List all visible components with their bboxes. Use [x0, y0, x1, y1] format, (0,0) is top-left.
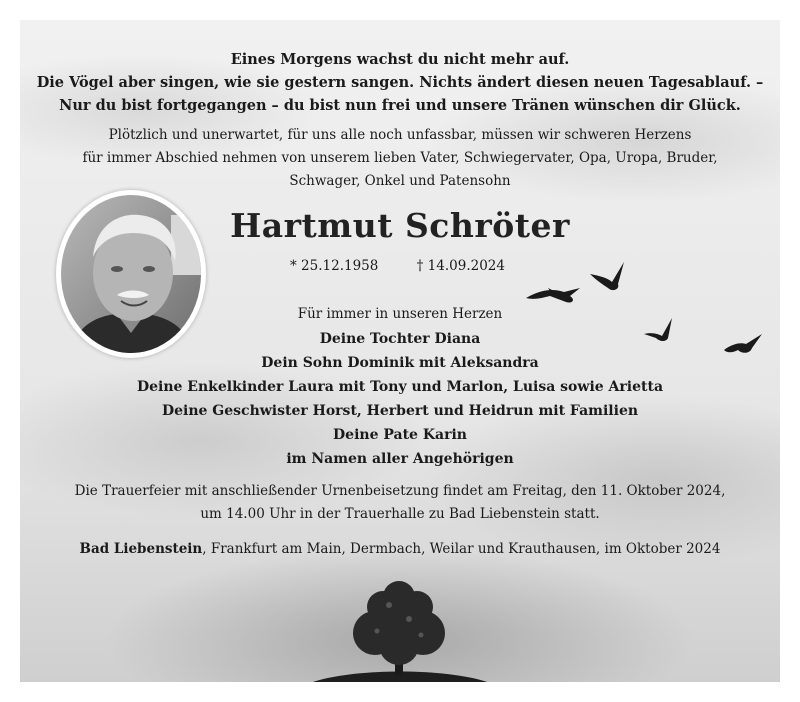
verse-line: Eines Morgens wachst du nicht mehr auf. — [230, 51, 570, 68]
intro-line: Schwager, Onkel und Patensohn — [289, 173, 511, 189]
deceased-name: Hartmut Schröter — [230, 206, 570, 245]
verse — [20, 48, 780, 117]
family-entry: Dein Sohn Dominik mit Aleksandra — [261, 355, 539, 371]
ceremony-line: um 14.00 Uhr in der Trauerhalle zu Bad Liebenstein statt. — [200, 506, 600, 522]
life-dates — [290, 258, 539, 274]
family-entry: im Namen aller Angehörigen — [286, 451, 514, 467]
death-date: † 14.09.2024 — [416, 258, 505, 274]
tree-icon — [305, 575, 495, 682]
in-heart-line: Für immer in unseren Herzen — [297, 306, 503, 322]
obituary-card — [20, 20, 780, 682]
ceremony-line: Die Trauerfeier mit anschließender Urnenbeisetzung findet am Freitag, den 11. Oktober 2024, — [74, 483, 726, 499]
verse-line: Die Vögel aber singen, wie sie gestern sangen. Nichts ändert diesen neuen Tagesablauf. – — [36, 74, 764, 91]
family-entry: Deine Tochter Diana — [319, 331, 481, 347]
family-entry: Deine Geschwister Horst, Herbert und Heidrun mit Familien — [161, 403, 639, 419]
family-entry: Deine Pate Karin — [333, 427, 467, 443]
place-rest: , Frankfurt am Main, Dermbach, Weilar und Krauthausen, im Oktober 2024 — [202, 541, 721, 557]
intro-line: für immer Abschied nehmen von unserem lieben Vater, Schwiegervater, Opa, Uropa, Bruder, — [82, 150, 718, 166]
family-list — [20, 327, 780, 471]
place-date-line — [20, 538, 780, 561]
place-main: Bad Liebenstein — [79, 541, 203, 557]
family-entry: Deine Enkelkinder Laura mit Tony und Marlon, Luisa sowie Arietta — [136, 379, 664, 395]
intro-line: Plötzlich und unerwartet, für uns alle noch unfassbar, müssen wir schweren Herzens — [108, 127, 692, 143]
birth-date: * 25.12.1958 — [290, 258, 379, 274]
verse-line: Nur du bist fortgegangen – du bist nun frei und unsere Tränen wünschen dir Glück. — [59, 97, 741, 114]
ceremony-info — [20, 480, 780, 526]
intro-text — [20, 124, 780, 193]
